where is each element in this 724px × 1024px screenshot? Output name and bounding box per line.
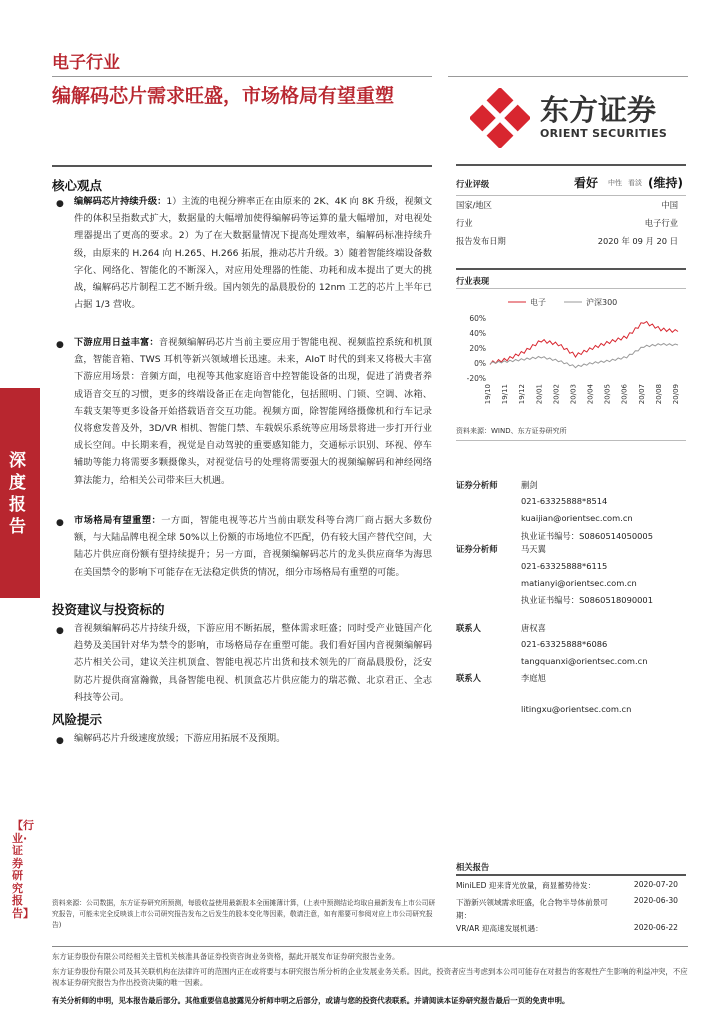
disclaimer-license: 东方证券股份有限公司经相关主管机关核准具备证券投资咨询业务资格，据此开展发布证券研究报告业务。 [52, 952, 400, 961]
core-view-lead: 编解码芯片持续升级： [74, 196, 167, 207]
source-footnote: 资料来源：公司数据，东方证券研究所预测，每股收益使用最新股本全面摊薄计算，(上表中预测结论均取自最新发布上市公司研究报告，可能未完全反映该上市公司研究报告发布之后发生的股本变化等因素，敬请注意，如有需要可参阅对应上市公司研究报告) [52, 899, 436, 929]
logo-text-cn: 东方证券 [540, 93, 657, 127]
analyst-divider [456, 440, 686, 441]
contact-email[interactable]: tangquanxi@orientsec.com.cn [521, 656, 648, 666]
performance-chart [456, 290, 686, 420]
related-date: 2020-06-22 [633, 923, 678, 932]
legend-label-hs300: 沪深300 [586, 298, 618, 307]
contact-role: 联系人 [456, 673, 481, 683]
contact-role: 联系人 [456, 623, 481, 633]
core-view-text: 音视频编解码芯片当前主要应用于智能电视、视频监控系统和机顶盒，智能音箱、TWS 耳机等新兴领域增长迅速。未来，AIoT 时代的到来又将极大丰富下游应用场景：音频方面，电视等其他家庭语音中控智能设备的出现，促进了消费者养成语音交互的习惯，更多的终端设备正在走向智能化，包括照明、门锁、空调、冰箱、车载支架等更多设备开始搭载语音交互功能。视频方面，除智能网络摄像机和行车记录仪将愈发普及外，3D/VR 相机、智能门禁、车载娱乐系统等应用场景将进一步打开行业成长空间。中长期来看，视觉是自动驾驶的重要感知能力，交通标示识别、环视、停车辅助等能力将需要多颗摄像头，对视觉信号的处理将需要强大的视频编解码和神经网络算法能力，给相关公司带来巨大机遇。 [74, 337, 433, 486]
investment-heading: 投资建议与投资标的 [52, 602, 165, 617]
related-title: MiniLED 迎来背光放量，商显蓄势待发： [456, 881, 596, 890]
x-tick-label: 19/12 [518, 384, 527, 405]
rating-top-rule [456, 164, 686, 166]
y-tick-label: 20% [469, 344, 486, 353]
bullet-icon: ● [56, 518, 64, 528]
y-tick-label: -20% [466, 374, 486, 383]
rating-divider [456, 195, 686, 196]
analyst-email[interactable]: kuaijian@orientsec.com.cn [521, 513, 633, 523]
info-value: 2020 年 09 月 20 日 [597, 236, 678, 246]
company-logo [470, 88, 530, 148]
rating-row [456, 174, 686, 192]
analyst-phone: 021-63325888*8514 [521, 496, 608, 506]
info-key: 报告发布日期 [456, 236, 506, 246]
analyst-role: 证券分析师 [456, 544, 498, 554]
y-tick-label: 60% [469, 314, 486, 323]
analyst-cert: 执业证书编号：S0860518090001 [521, 595, 653, 605]
contact-phone: 021-63325888*6086 [521, 639, 608, 649]
related-date: 2020-06-30 [633, 896, 678, 905]
rating-label: 行业评级 [456, 179, 490, 189]
rating-neutral: 中性 [608, 179, 622, 187]
logo-divider [448, 76, 688, 77]
x-tick-label: 20/07 [637, 384, 646, 405]
logo-text-en: ORIENT SECURITIES [540, 127, 668, 140]
x-tick-label: 20/05 [603, 384, 612, 405]
x-tick-label: 20/09 [672, 384, 680, 405]
sidebar-report-type-label: 深度报告 [9, 451, 26, 537]
analyst-name: 蒯剑 [521, 480, 538, 490]
analyst-role: 证券分析师 [456, 480, 498, 490]
page-title: 编解码芯片需求旺盛，市场格局有望重塑 [52, 85, 395, 107]
x-tick-label: 19/11 [501, 384, 510, 405]
y-tick-label: 0% [474, 359, 486, 368]
core-views-top-rule [52, 165, 432, 167]
contact-name: 李庭旭 [521, 673, 546, 683]
related-top-rule [456, 874, 686, 876]
x-tick-label: 20/06 [620, 384, 629, 405]
rating-status: (维持) [648, 176, 683, 190]
sidebar-top-spacer [0, 0, 40, 388]
x-tick-label: 19/10 [484, 384, 492, 405]
analyst-cert: 执业证书编号：S0860514050005 [521, 531, 653, 541]
contact-name: 唐权喜 [521, 623, 546, 633]
risk-heading: 风险提示 [52, 712, 103, 727]
core-views-heading: 核心观点 [52, 178, 103, 193]
sidebar-gray-band [0, 598, 40, 800]
performance-top-rule [456, 268, 686, 270]
core-view-text: 一方面，智能电视等芯片当前由联发科等台湾厂商占据大多数份额，与大陆品牌电视全球 50%以上份额的市场地位不匹配，仍有较大国产替代空间，大陆芯片供应商份额有望持续提升；另一方面，音视频编解码芯片的龙头供应商华为海思在美国禁令的影响下可能存在无法稳定供货的情况，细分市场格局有重塑的可能。 [74, 515, 432, 578]
footer-divider [52, 946, 688, 947]
info-value: 中国 [661, 200, 678, 210]
disclaimer-analyst: 有关分析师的申明，见本报告最后部分。其他重要信息披露见分析师申明之后部分，或请与您的投资代表联系。并请阅读本证券研究报告最后一页的免责申明。 [52, 996, 570, 1005]
y-tick-label: 40% [469, 329, 486, 338]
performance-heading: 行业表现 [456, 276, 490, 286]
rating-info-row [456, 199, 678, 213]
performance-divider [456, 288, 686, 289]
related-title: 下游新兴领域需求旺盛，化合物半导体前景可期： [456, 898, 608, 920]
related-title: VR/AR 迎高速发展机遇： [456, 924, 543, 933]
legend-label-electronics: 电子 [530, 298, 546, 307]
info-key: 国家/地区 [456, 200, 492, 210]
analyst-phone: 021-63325888*6115 [521, 561, 608, 571]
analyst-name: 马天翼 [521, 544, 546, 554]
x-tick-label: 20/02 [552, 384, 561, 405]
rating-info-row [456, 217, 678, 231]
info-key: 行业 [456, 218, 473, 228]
core-view-lead: 下游应用日益丰富： [74, 337, 159, 348]
risk-text: 编解码芯片升级速度放缓；下游应用拓展不及预期。 [74, 733, 286, 744]
x-tick-label: 20/04 [586, 384, 595, 405]
related-item[interactable] [456, 880, 678, 894]
x-tick-label: 20/08 [654, 384, 663, 405]
core-view-text: 1）主流的电视分辨率正在由原来的 2K、4K 向 8K 升级，视频文件的体积呈指数式扩大，数据量的大幅增加使得编解码等运算的量大幅增加，对电视处理器提出了更高的要求。2）为了在大数据量情况下提高处理效率，编解码标准持续升级，由原来的 H.264 向 H.265、H.266 拓展，推动芯片升级。3）随着智能终端设备数字化、网络化、智能化的不断深入，对应用处理器的性能、功耗和成本提出了更大的挑战，编解码芯片制程工艺不断升级。国内领先的晶晨股份的 12nm 工艺的芯片上半年已占据 1/3 营收。 [74, 196, 433, 311]
bullet-icon: ● [56, 736, 64, 746]
bullet-icon: ● [56, 340, 64, 350]
sidebar-bottom-label: 【行业·证券研究报告】 [12, 819, 34, 920]
investment-text: 音视频编解码芯片持续升级，下游应用不断拓展，整体需求旺盛；同时受产业链国产化趋势及美国针对华为禁令的影响，市场格局存在重塑可能。我们看好国内音视频编解码芯片相关公司，建议关注机顶盒、智能电视芯片出货和技术领先的厂商晶晨股份，泛安防芯片提供商富瀚微，具备智能电视、机顶盒芯片供应能力的瑞芯微、北京君正、全志科技等公司。 [74, 623, 432, 703]
related-date: 2020-07-20 [633, 880, 678, 889]
x-tick-label: 20/03 [569, 384, 578, 405]
info-value: 电子行业 [644, 218, 678, 228]
contact-email[interactable]: litingxu@orientsec.com.cn [521, 704, 632, 714]
industry-label: 电子行业 [52, 53, 120, 73]
title-divider [52, 76, 432, 77]
disclaimer-conflict: 东方证券股份有限公司及其关联机构在法律许可的范围内正在或将要与本研究报告所分析的企业发展业务关系。因此，投资者应当考虑到本公司可能存在对报告的客观性产生影响的利益冲突，不应视本证券研究报告为作出投资决策的唯一因素。 [52, 967, 688, 987]
chart-source: 资料来源：WIND、东方证券研究所 [456, 427, 567, 435]
related-item[interactable] [456, 923, 678, 937]
x-tick-label: 20/01 [535, 384, 544, 405]
core-view-lead: 市场格局有望重塑： [74, 515, 162, 526]
analyst-email[interactable]: matianyi@orientsec.com.cn [521, 578, 637, 588]
bullet-icon: ● [56, 199, 64, 209]
logo-mark-icon [470, 88, 530, 148]
rating-bearish: 看淡 [628, 179, 642, 187]
related-heading: 相关报告 [456, 862, 490, 872]
rating-value: 看好 [574, 176, 599, 190]
rating-info-row [456, 235, 678, 249]
related-item[interactable] [456, 896, 678, 922]
bullet-icon: ● [56, 626, 64, 636]
series-line-electronics [490, 322, 678, 365]
